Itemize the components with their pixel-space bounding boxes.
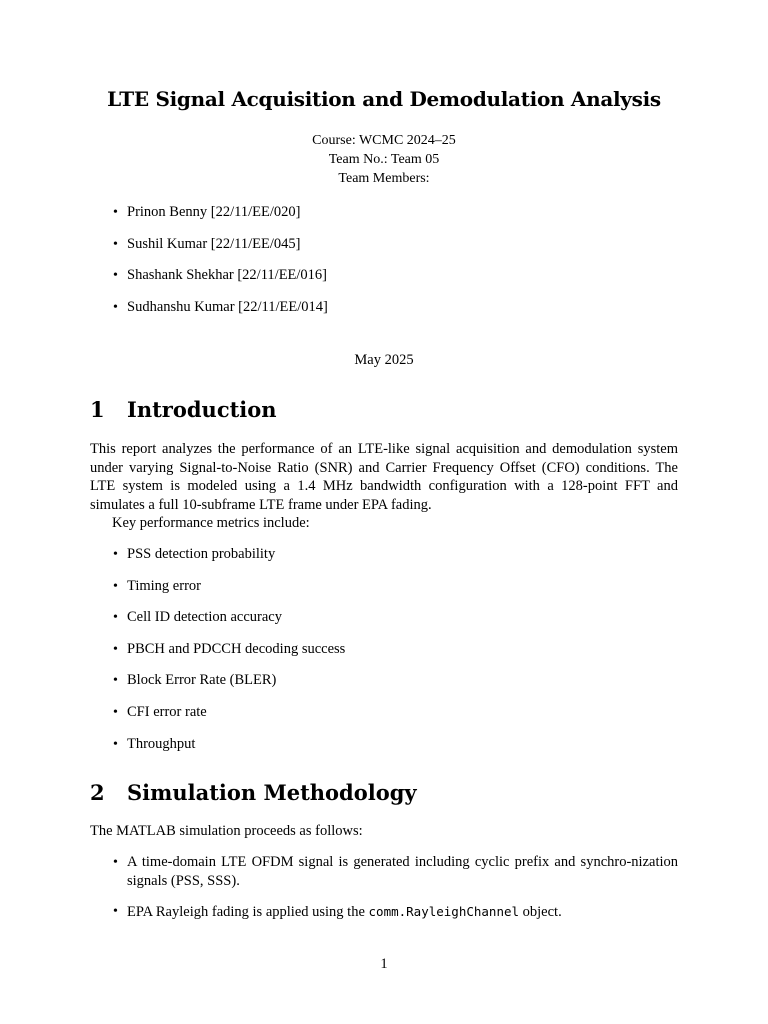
document-title: LTE Signal Acquisition and Demodulation Analysis bbox=[107, 87, 661, 111]
list-item: • PSS detection probability bbox=[113, 545, 345, 564]
list-item: • CFI error rate bbox=[113, 703, 345, 722]
document-date: May 2025 bbox=[354, 352, 414, 368]
section-heading-simulation-methodology bbox=[90, 780, 417, 805]
list-item: • Prinon Benny [22/11/EE/020] bbox=[113, 203, 328, 222]
list-item: • Sudhanshu Kumar [22/11/EE/014] bbox=[113, 298, 328, 317]
metrics-intro-text: Key performance metrics include: bbox=[112, 515, 310, 531]
section-number: 2 bbox=[90, 780, 105, 805]
course-line: Course: WCMC 2024–25 bbox=[312, 133, 456, 148]
list-item: • PBCH and PDCCH decoding success bbox=[113, 640, 345, 659]
list-item: • Shashank Shekhar [22/11/EE/016] bbox=[113, 266, 328, 285]
list-item: • Cell ID detection accuracy bbox=[113, 608, 345, 627]
section-heading-introduction bbox=[90, 397, 277, 422]
list-item bbox=[113, 902, 678, 922]
step-text: object. bbox=[519, 904, 562, 920]
code-snippet: comm.RayleighChannel bbox=[368, 904, 520, 919]
section-title: Introduction bbox=[127, 397, 277, 422]
section-number: 1 bbox=[90, 397, 105, 422]
section-title: Simulation Methodology bbox=[127, 780, 417, 805]
methodology-steps-list bbox=[113, 853, 678, 933]
page-number: 1 bbox=[380, 956, 388, 972]
team-number-line: Team No.: Team 05 bbox=[328, 152, 440, 167]
team-members-label: Team Members: bbox=[338, 171, 430, 186]
list-item: • Sushil Kumar [22/11/EE/045] bbox=[113, 235, 328, 254]
introduction-paragraph: This report analyzes the performance of an LTE-like signal acquisition and demodulation system under varying Signal-to-Noise Ratio (SNR) and Carrier Frequency Offset (CFO) conditions. The LTE system is modeled using a 1.4 MHz bandwidth configuration with a 128-point FFT and simulates a full 10-subframe LTE frame under EPA fading. bbox=[90, 441, 678, 513]
list-item: • Throughput bbox=[113, 735, 345, 754]
list-item: • A time-domain LTE OFDM signal is generated including cyclic prefix and synchro-nization signals (PSS, SSS). bbox=[113, 853, 678, 891]
step-text: EPA Rayleigh fading is applied using the bbox=[127, 904, 369, 920]
methodology-paragraph: The MATLAB simulation proceeds as follows: bbox=[90, 823, 363, 839]
team-member-list bbox=[113, 203, 328, 329]
title-block-meta bbox=[0, 131, 768, 188]
list-item: • Timing error bbox=[113, 577, 345, 596]
list-item: • Block Error Rate (BLER) bbox=[113, 671, 345, 690]
metrics-list bbox=[113, 545, 345, 766]
